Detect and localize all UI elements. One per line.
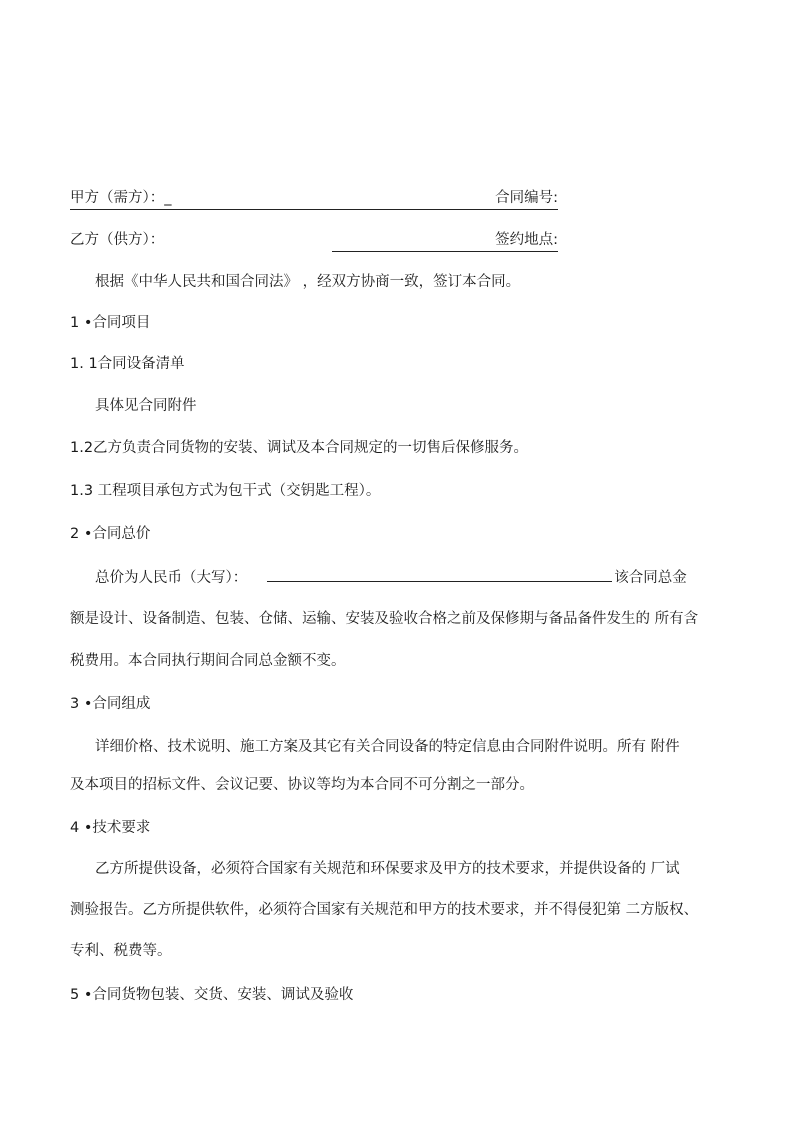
section-3-line-1: 详细价格、技术说明、施工方案及其它有关合同设备的特定信息由合同附件说明。所有 附件 — [95, 739, 680, 755]
section-2-line-2: 额是设计、设备制造、包装、仓储、运输、安装及验收合格之前及保修期与备品备件发生的 所有含 — [70, 611, 699, 627]
sign-place-label: 签约地点: — [495, 232, 558, 248]
section-2-line-3: 税费用。本合同执行期间合同总金额不变。 — [70, 653, 346, 669]
section-1-2: 1.2乙方负责合同货物的安装、调试及本合同规定的一切售后保修服务。 — [70, 440, 529, 456]
section-4-title: 4 •技术要求 — [70, 820, 151, 836]
section-4-line-3: 专利、税费等。 — [70, 943, 172, 959]
section-3-title: 3 •合同组成 — [70, 696, 151, 712]
total-price-blank — [267, 567, 612, 582]
section-4-line-2: 测验报告。乙方所提供软件，必须符合国家有关规范和甲方的技术要求，并不得侵犯第 二方版权、 — [70, 902, 699, 918]
section-3-line-2: 及本项目的招标文件、会议记要、协议等均为本合同不可分割之一部分。 — [70, 777, 534, 793]
section-2-line-1 — [95, 567, 687, 588]
section-1-1: 1. 1合同设备清单 — [70, 356, 185, 372]
sign-place-underline — [332, 251, 558, 252]
intro-text: 根据《中华人民共和国合同法》 ，经双方协商一致，签订本合同。 — [95, 274, 521, 290]
party-b-row — [70, 230, 558, 252]
section-1-title: 1 •合同项目 — [70, 315, 151, 331]
section-2-title: 2 •合同总价 — [70, 526, 151, 542]
party-a-underline — [70, 209, 558, 210]
contract-number-label: 合同编号: — [495, 190, 558, 206]
party-b-label: 乙方（供方）： — [70, 232, 165, 248]
total-price-label: 总价为人民币（大写）： — [95, 570, 248, 586]
total-price-tail: 该合同总金 — [614, 570, 687, 586]
section-4-line-1: 乙方所提供设备，必须符合国家有关规范和环保要求及甲方的技术要求，并提供设备的 厂试 — [95, 861, 680, 877]
party-a-row — [70, 188, 558, 210]
section-1-3: 1.3 工程项目承包方式为包干式（交钥匙工程）。 — [70, 483, 381, 499]
party-a-label: 甲方（需方）：_ — [70, 190, 172, 206]
section-5-title: 5 •合同货物包装、交货、安装、调试及验收 — [70, 987, 354, 1003]
section-1-1-detail: 具体见合同附件 — [95, 398, 197, 414]
